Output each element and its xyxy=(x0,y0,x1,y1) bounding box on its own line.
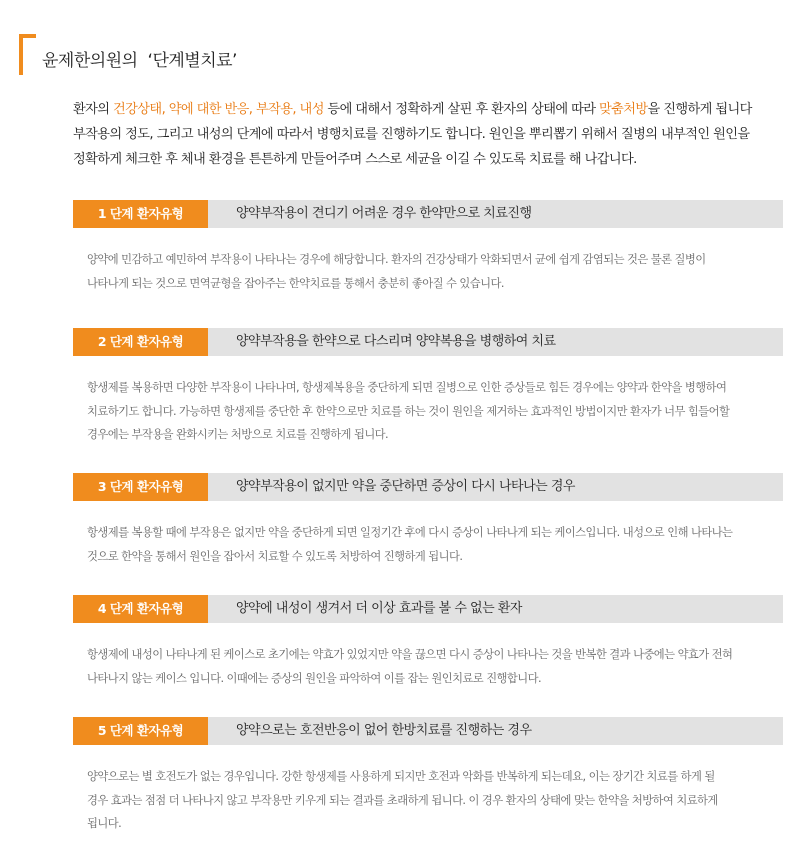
stage-heading: 양약으로는 호전반응이 없어 한방치료를 진행하는 경우 xyxy=(236,723,532,738)
stage-header xyxy=(73,200,783,228)
stage-3-section xyxy=(73,473,783,568)
desc-line: 경우 효과는 점점 더 나타나지 않고 부작용만 키우게 되는 결과를 초래하게 됩니다. 이 경우 환자의 상태에 맞는 한약을 처방하여 치료하게 xyxy=(87,793,718,807)
stage-header xyxy=(73,717,783,745)
desc-line: 양약으로는 별 호전도가 없는 경우입니다. 강한 항생제를 사용하게 되지만 호전과 악화를 반복하게 되는데요, 이는 장기간 치료를 하게 될 xyxy=(87,770,715,783)
desc-line: 항생제를 복용할 때에 부작용은 없지만 약을 중단하게 되면 일정기간 후에 다시 증상이 나타나게 되는 케이스입니다. 내성으로 인해 나타나는 xyxy=(87,526,733,539)
title-bracket-decoration xyxy=(19,34,36,75)
desc-line: 나타나게 되는 것으로 면역균형을 잡아주는 한약치료를 통해서 충분히 좋아질 수 있습니다. xyxy=(87,276,504,290)
title-part2: ‘단계별치료’ xyxy=(147,51,237,71)
title-part1: 윤제한의원의 xyxy=(42,51,138,71)
stage-badge: 3 단계 환자유형 xyxy=(73,473,208,501)
desc-line: 나타나지 않는 케이스 입니다. 이때에는 증상의 원인을 파악하여 이를 잡는 원인치료로 진행합니다. xyxy=(87,671,542,685)
intro-highlight-custom-prescription: 맞춤처방 xyxy=(598,102,648,117)
intro-line-1 xyxy=(73,97,788,122)
desc-line: 경우에는 부작용을 완화시키는 처방으로 치료를 진행하게 됩니다. xyxy=(87,428,389,441)
stage-heading: 양약부작용이 없지만 약을 중단하면 증상이 다시 나타나는 경우 xyxy=(236,479,575,494)
stage-heading: 양약부작용이 견디기 어려운 경우 한약만으로 치료진행 xyxy=(236,206,532,221)
stage-badge: 4 단계 환자유형 xyxy=(73,595,208,623)
intro-paragraph xyxy=(73,97,788,172)
stage-description xyxy=(87,643,787,690)
stage-badge: 2 단계 환자유형 xyxy=(73,328,208,356)
stage-description xyxy=(87,248,787,295)
desc-line: 양약에 민감하고 예민하여 부작용이 나타나는 경우에 해당합니다. 환자의 건강상태가 악화되면서 균에 쉽게 감염되는 것은 물론 질병이 xyxy=(87,253,706,266)
intro-highlight-conditions: 건강상태, 약에 대한 반응, 부작용, 내성 xyxy=(113,102,324,117)
desc-line: 항생제를 복용하면 다양한 부작용이 나타나며, 항생제복용을 중단하게 되면 질병으로 인한 증상들로 힘든 경우에는 양약과 한약을 병행하여 xyxy=(87,381,727,394)
stage-5-section xyxy=(73,717,783,836)
intro-text: 을 진행하게 됩니다 xyxy=(647,102,752,117)
desc-line: 치료하기도 합니다. 가능하면 항생제를 중단한 후 한약으로만 치료를 하는 것이 원인을 제거하는 효과적인 방법이지만 환자가 너무 힘들어할 xyxy=(87,404,730,418)
stage-description xyxy=(87,765,787,836)
stage-description xyxy=(87,521,787,568)
desc-line: 항생제에 내성이 나타나게 된 케이스로 초기에는 약효가 있었지만 약을 끊으면 다시 증상이 나타나는 것을 반복한 결과 나중에는 약효가 전혀 xyxy=(87,648,733,661)
intro-text: 환자의 xyxy=(73,102,114,117)
desc-line: 것으로 한약을 통해서 원인을 잡아서 치료할 수 있도록 처방하여 진행하게 됩니다. xyxy=(87,549,463,563)
desc-line: 됩니다. xyxy=(87,817,122,830)
stage-2-section xyxy=(73,328,783,447)
stage-4-section xyxy=(73,595,783,690)
stage-header xyxy=(73,328,783,356)
intro-text: 등에 대해서 정확하게 살핀 후 환자의 상태에 따라 xyxy=(323,102,599,117)
stage-header xyxy=(73,595,783,623)
page-title xyxy=(42,46,237,71)
stage-heading: 양약에 내성이 생겨서 더 이상 효과를 볼 수 없는 환자 xyxy=(236,601,522,616)
intro-line-3: 정확하게 체크한 후 체내 환경을 튼튼하게 만들어주며 스스로 세균을 이길 수 있도록 치료를 해 나갑니다. xyxy=(73,152,637,167)
stage-description xyxy=(87,376,787,447)
stage-heading: 양약부작용을 한약으로 다스리며 양약복용을 병행하여 치료 xyxy=(236,334,556,349)
stage-badge: 1 단계 환자유형 xyxy=(73,200,208,228)
stage-header xyxy=(73,473,783,501)
stage-badge: 5 단계 환자유형 xyxy=(73,717,208,745)
intro-line-2: 부작용의 정도, 그리고 내성의 단계에 따라서 병행치료를 진행하기도 합니다. 원인을 뿌리뽑기 위해서 질병의 내부적인 원인을 xyxy=(73,127,750,142)
stage-1-section xyxy=(73,200,783,295)
